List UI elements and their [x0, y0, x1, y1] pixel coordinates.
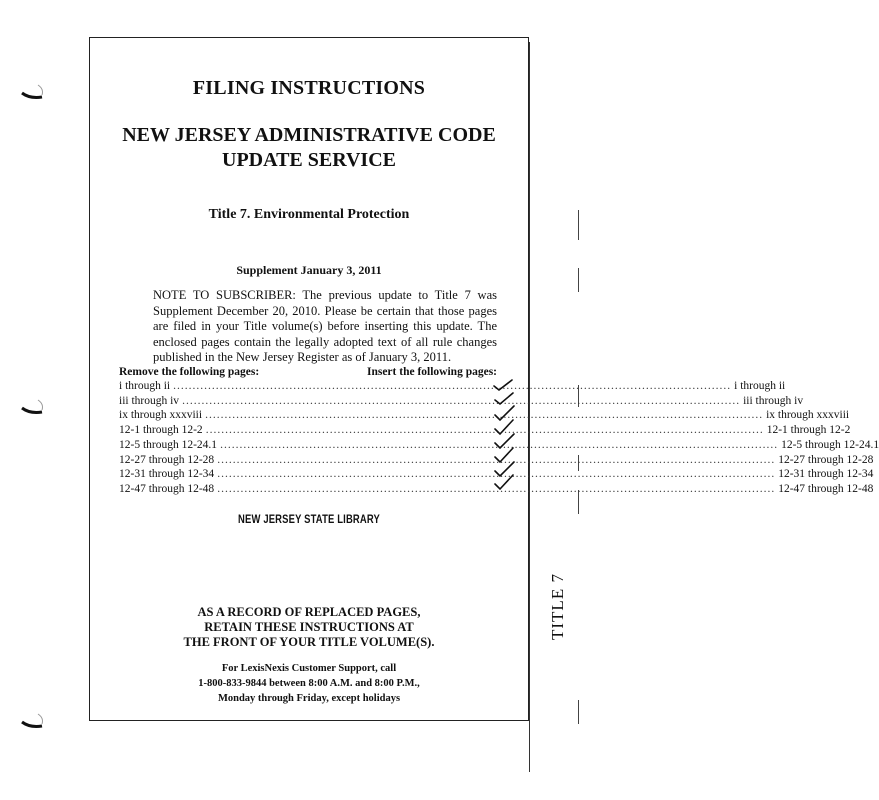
table-row	[119, 467, 874, 482]
table-row	[119, 423, 851, 438]
punch-hole-icon	[20, 398, 46, 416]
check-icon	[495, 475, 513, 489]
punch-hole-icon	[20, 83, 46, 101]
code-heading	[89, 123, 529, 173]
leader-dots: ................................................................................................................................................	[217, 453, 776, 466]
insert-pages: i through ii	[734, 380, 786, 392]
title-tab-label: TITLE 7	[548, 573, 567, 640]
leader-dots: ................................................................................................................................................	[182, 394, 741, 407]
check-marks	[492, 380, 516, 490]
leader-dots: ................................................................................................................................................	[173, 380, 732, 392]
check-icon	[495, 462, 514, 476]
leader-dots: ................................................................................................................................................	[217, 468, 776, 481]
record-line3: THE FRONT OF YOUR TITLE VOLUME(S).	[183, 635, 435, 649]
punch-hole-icon	[20, 712, 46, 730]
table-row	[119, 394, 804, 409]
check-icon	[495, 406, 514, 420]
table-row	[119, 453, 874, 468]
customer-support	[89, 661, 529, 706]
insert-pages: 12-47 through 12-48	[778, 482, 874, 495]
remove-pages: 12-5 through 12-24.1	[119, 438, 218, 451]
support-line3: Monday through Friday, except holidays	[217, 693, 401, 704]
table-row	[119, 438, 879, 453]
remove-pages: 12-1 through 12-2	[119, 424, 203, 437]
leader-dots: ................................................................................................................................................	[205, 409, 764, 422]
insert-pages: 12-31 through 12-34	[778, 468, 874, 481]
insert-pages: iii through iv	[743, 394, 804, 407]
scan-mark	[578, 268, 579, 292]
remove-pages: 12-31 through 12-34	[119, 468, 215, 481]
remove-header: Remove the following pages:	[119, 366, 260, 378]
insert-pages: 12-5 through 12-24.1	[781, 438, 879, 451]
insert-pages: ix through xxxviii	[766, 409, 850, 422]
title-heading: Title 7. Environmental Protection	[208, 207, 410, 222]
scan-mark	[578, 700, 579, 724]
remove-pages: i through ii	[119, 380, 171, 392]
code-heading-line1: NEW JERSEY ADMINISTRATIVE CODE	[122, 124, 496, 146]
remove-pages: 12-47 through 12-48	[119, 482, 215, 495]
code-heading-line2: UPDATE SERVICE	[222, 149, 396, 171]
page-table	[119, 365, 879, 497]
remove-pages: iii through iv	[119, 394, 180, 407]
insert-header: Insert the following pages:	[366, 366, 497, 378]
leader-dots: ................................................................................................................................................	[217, 482, 776, 495]
support-line1: For LexisNexis Customer Support, call	[221, 663, 397, 674]
library-stamp: NEW JERSEY STATE LIBRARY	[238, 514, 380, 526]
check-icon	[495, 420, 513, 434]
check-icon	[495, 393, 513, 404]
check-icon	[495, 448, 513, 462]
remove-pages: ix through xxxviii	[119, 409, 203, 422]
page-title: FILING INSTRUCTIONS	[192, 77, 426, 99]
record-line2: RETAIN THESE INSTRUCTIONS AT	[204, 620, 414, 634]
check-icon	[495, 434, 514, 448]
leader-dots: ................................................................................................................................................	[205, 424, 764, 437]
record-instructions	[89, 605, 529, 650]
check-icon	[494, 380, 512, 390]
record-line1: AS A RECORD OF REPLACED PAGES,	[197, 605, 421, 619]
supplement-date: Supplement January 3, 2011	[236, 263, 382, 277]
subscriber-note-text: NOTE TO SUBSCRIBER: The previous update to Title 7 was Supplement December 20, 2010. Please be certain that those pages are filed in your Title volume(s) before inserting this update. The enclosed pages contain the legally adopted text of all rule changes published in the New Jersey Register as of January 3, 2011.	[153, 288, 497, 364]
leader-dots: ................................................................................................................................................	[220, 438, 779, 451]
table-row	[119, 379, 786, 394]
table-row	[119, 408, 850, 423]
insert-pages: 12-27 through 12-28	[778, 453, 874, 466]
scan-mark	[578, 210, 579, 240]
insert-pages: 12-1 through 12-2	[766, 424, 851, 437]
table-row	[119, 482, 874, 497]
table-header	[119, 365, 497, 379]
table-rows	[119, 379, 879, 497]
subscriber-note	[119, 288, 497, 366]
support-line2: 1-800-833-9844 between 8:00 A.M. and 8:00 P.M.,	[198, 678, 420, 689]
remove-pages: 12-27 through 12-28	[119, 453, 215, 466]
